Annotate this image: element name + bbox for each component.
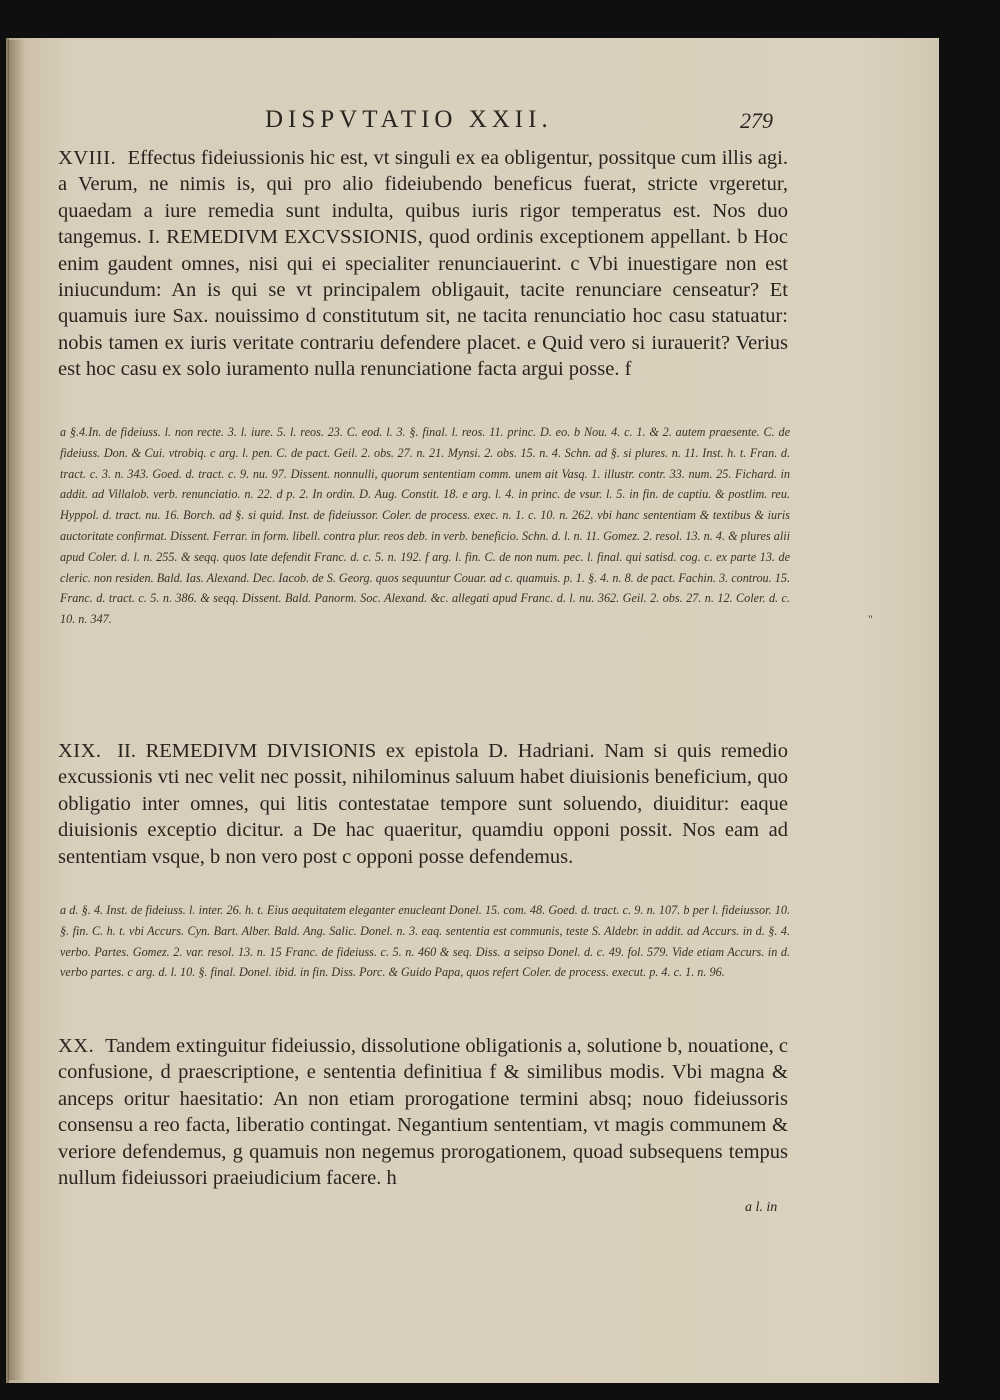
section-numeral: XIX. xyxy=(58,740,102,762)
page-gutter-shadow xyxy=(8,40,24,1380)
margin-mark: " xyxy=(868,612,873,626)
section-numeral: XVIII. xyxy=(58,147,117,169)
catchword: a l. in xyxy=(745,1200,778,1215)
section-body: Tandem extinguitur fideiussio, dissolutione obligationis a, solutione b, nouatione, c confusione, d praescriptione, e sententia definitiua f & similibus modis. Vbi magna & anceps oritur haesitatio: An non etiam prorogatione termini absq; nouo fideiussoris consensu a reo facta, liberatio contingat. Negantium sententiam, vt magis communem & veriore defendemus, g quamuis non negemus prorogationem, quoad subsequens tempus nullum fideiussori praeiudicium facere. h xyxy=(58,1035,788,1190)
page-number: 279 xyxy=(740,108,773,133)
footnotes-19: a d. §. 4. Inst. de fideiuss. l. inter. 26. h. t. Eius aequitatem eleganter enucleant Donel. 15. com. 48. Goed. d. tract. c. 9. n. 107. b per l. fideiussor. 10. §. fin. C. h. t. vbi Accurs. Cyn. Bart. Alber. Bald. Ang. Salic. Donel. n. 3. eaq. sententia est communis, teste S. Aldebr. in addit. ad Accurs. in d. §. 4. verbo. Partes. Gomez. 2. var. resol. 13. n. 15 Franc. de fideiuss. c. 5. n. 460 & seq. Diss. a seipso Donel. d. c. 49. fol. 579. Vide etiam Accurs. in d. verbo partes. c arg. d. l. 10. §. final. Donel. ibid. in fin. Diss. Porc. & Guido Papa, quos refert Coler. de process. execut. p. 4. c. 1. n. 96. xyxy=(60,903,790,980)
section-20 xyxy=(58,1033,788,1191)
section-18 xyxy=(58,145,788,383)
section-19 xyxy=(58,738,788,870)
section-body: II. REMEDIVM DIVISIONIS ex epistola D. Hadriani. Nam si quis remedio excussionis vti nec velit nec possit, nihilominus saluum habet diuisionis beneficium, quo obligatio inter omnes, qui litis contestatae tempore sunt soluendo, diuiditur: eaque diuisionis exceptio dicitur. a De hac quaeritur, quamdiu opponi possit. Nos eam ad sententiam vsque, b non vero post c opponi posse defendemus. xyxy=(58,740,788,868)
section-numeral: XX. xyxy=(58,1035,95,1057)
running-title: DISPVTATIO XXII. xyxy=(265,106,553,133)
section-body: Effectus fideiussionis hic est, vt singuli ex ea obligentur, possitque cum illis agi. a Verum, ne nimis is, qui pro alio fideiubendo beneficus fuerat, stricte vrgeretur, quaedam a iure remedia sunt indulta, quibus iuris rigor temperatus est. Nos duo tangemus. I. REMEDIVM EXCVSSIONIS, quod ordinis exceptionem appellant. b Hoc enim gaudent omnes, nisi qui ei specialiter renunciauerint. c Vbi inuestigare non est iniucundum: An is qui se vt principalem obligauit, tacite renunciare censeatur? Et quamuis iure Sax. nouissimo d constitutum sit, ne tacita renunciatio hoc casu statuatur: nobis tamen ex iuris veritate contrariu defendere placet. e Quid vero si iurauerit? Verius est hoc casu ex solo iuramento nulla renunciatione facta argui posse. f xyxy=(58,147,789,381)
footnotes-18: a §.4.In. de fideiuss. l. non recte. 3. l. iure. 5. l. reos. 23. C. eod. l. 3. §. final. l. reos. 11. princ. D. eo. b Nou. 4. c. 1. & 2. autem praesente. C. de fideiuss. Don. & Cui. vtrobiq. c arg. l. pen. C. de pact. Geil. 2. obs. 27. n. 21. Mynsi. 2. obs. 15. n. 4. Schn. ad §. si plures. n. 11. Inst. h. t. Fran. d. tract. c. 3. n. 343. Goed. d. tract. c. 9. nu. 97. Dissent. nonnulli, quorum sententiam comm. unem ait Vasq. 1. illustr. contr. 33. num. 25. Fichard. in addit. ad Villalob. verb. renunciatio. n. 22. d p. 2. In ordin. D. Aug. Constit. 18. e arg. l. 4. in princ. de vsur. l. 5. in fin. de captiu. & postlim. reu. Hyppol. d. tract. nu. 16. Borch. ad §. si quid. Inst. de fideiussor. Coler. de process. exec. n. 1. c. 10. n. 262. vbi hanc sententiam & textibus & iuris auctoritate confirmat. Dissent. Ferrar. in form. libell. contra plur. reos deb. in verb. beneficio. Schn. d. l. n. 11. Gomez. 2. resol. 13. n. 4. & plures alii apud Coler. d. l. n. 255. & seqq. quos late defendit Franc. d. c. 5. n. 192. f arg. l. fin. C. de non num. pec. l. final. qui satisd. cog. c. ex parte 13. de cleric. non residen. Bald. Ias. Alexand. Dec. Iacob. de S. Georg. quos sequuntur Couar. ad c. quamuis. p. 1. §. 4. n. 8. de pact. Fachin. 3. controu. 15. Franc. d. tract. c. 5. n. 386. & seqq. Dissent. Bald. Panorm. Soc. Alexand. &c. allegati apud Franc. d. l. nu. 362. Geil. 2. obs. 27. n. 12. Coler. d. c. 10. n. 347. xyxy=(60,425,790,627)
